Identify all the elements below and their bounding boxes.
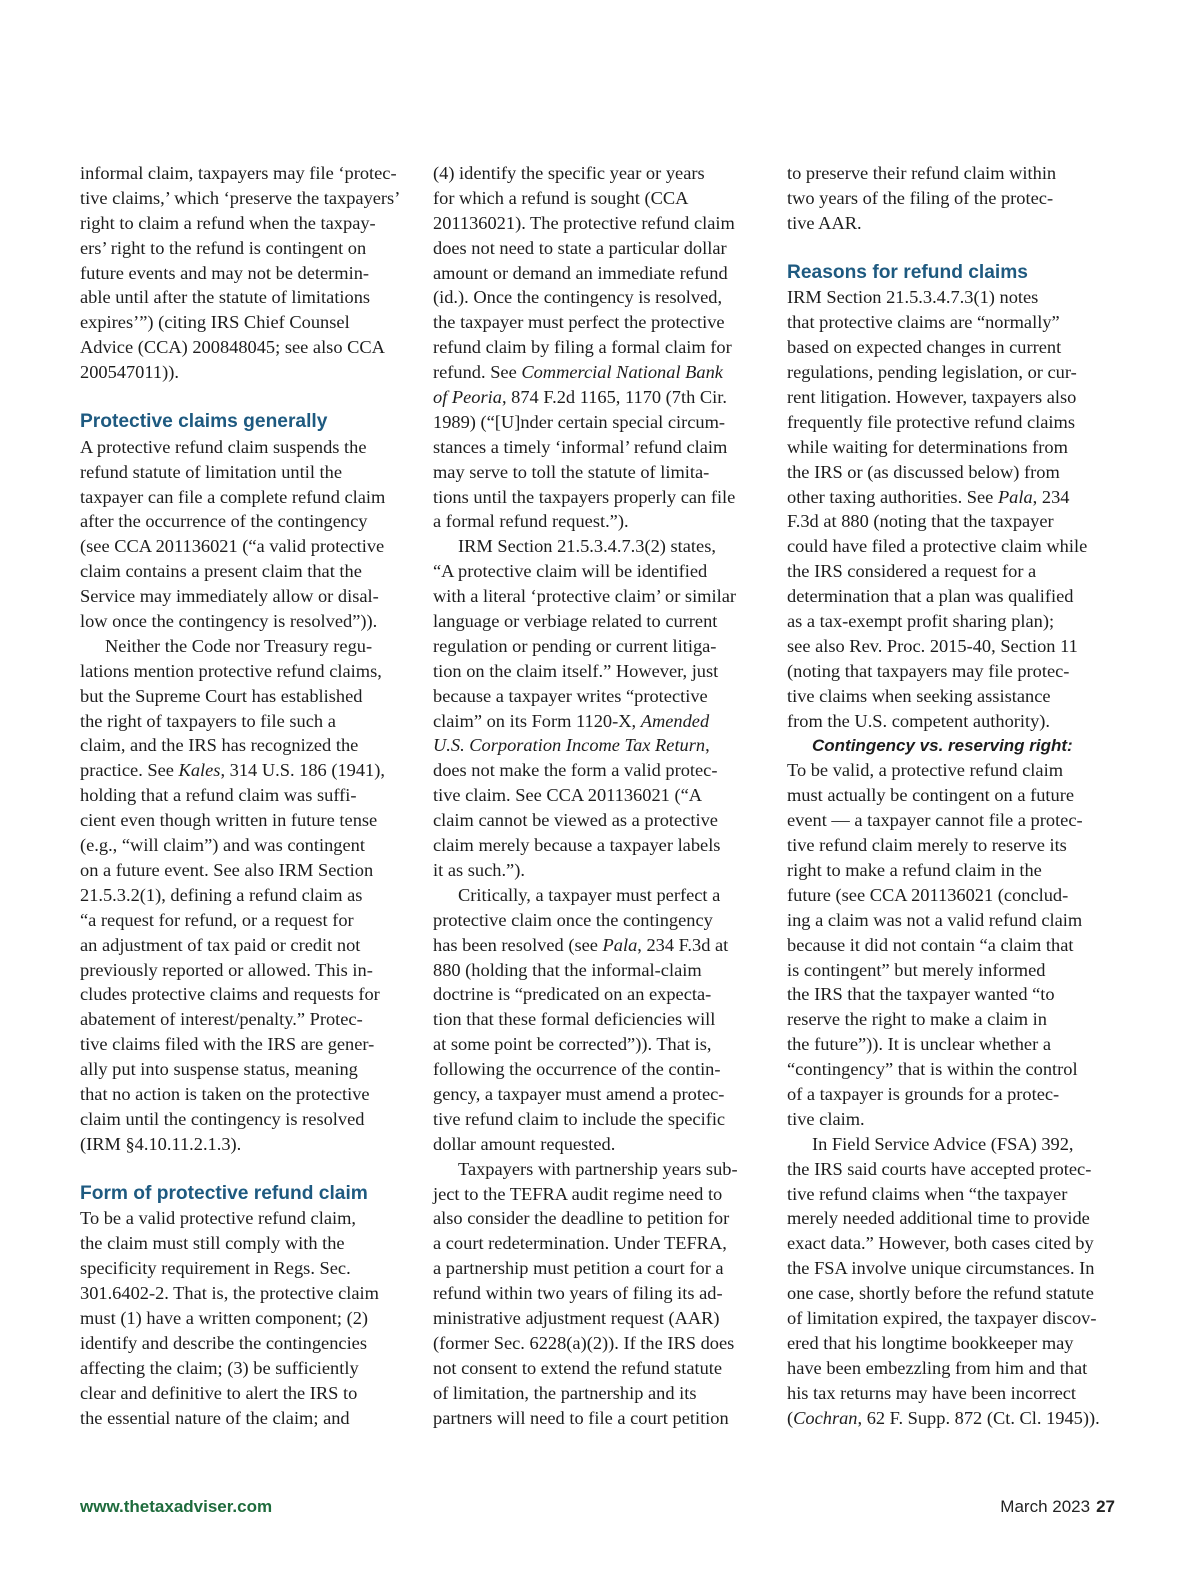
text-line: 301.6402-2. That is, the protective claim bbox=[80, 1283, 379, 1304]
text-line: language or verbiage related to current bbox=[433, 611, 718, 632]
text-line: not consent to extend the refund statute bbox=[433, 1357, 723, 1378]
text-segment: , 314 U.S. 186 (1941), bbox=[220, 760, 385, 781]
text-line: frequently file protective refund claims bbox=[787, 411, 1076, 432]
text-line: may serve to toll the statute of limita- bbox=[433, 461, 710, 482]
text-segment: ( bbox=[787, 1407, 794, 1428]
italic-citation: Commercial National Bank bbox=[521, 362, 723, 383]
text-line: could have filed a protective claim while bbox=[787, 536, 1088, 557]
text-line: it as such.”). bbox=[433, 859, 525, 880]
text-line: must actually be contingent on a future bbox=[787, 785, 1075, 806]
text-segment: refund. See bbox=[433, 362, 522, 383]
text-segment: has been resolved (see bbox=[433, 934, 603, 955]
text-line: stances a timely ‘informal’ refund claim bbox=[433, 436, 728, 457]
text-line: with a literal ‘protective claim’ or similar bbox=[433, 586, 736, 607]
text-segment: other taxing authorities. See bbox=[787, 486, 998, 507]
section-heading: Reasons for refund claims bbox=[787, 261, 1028, 283]
text-line: affecting the claim; (3) be sufficiently bbox=[80, 1357, 359, 1378]
text-line: clear and definitive to alert the IRS to bbox=[80, 1382, 358, 1403]
text-line: (4) identify the specific year or years bbox=[433, 163, 705, 183]
text-line: reserve the right to make a claim in bbox=[787, 1009, 1047, 1030]
section-heading: Form of protective refund claim bbox=[80, 1182, 368, 1204]
footer-website-url[interactable]: www.thetaxadviser.com bbox=[80, 1497, 273, 1516]
text-line: after the occurrence of the contingency bbox=[80, 511, 368, 532]
text-line: Service may immediately allow or disal- bbox=[80, 586, 379, 607]
text-line: 880 (holding that the informal-claim bbox=[433, 959, 702, 980]
text-line: partners will need to file a court petition bbox=[433, 1407, 729, 1428]
text-line: claim until the contingency is resolved bbox=[80, 1108, 365, 1129]
subheading-text: Contingency vs. reserving right: bbox=[812, 736, 1073, 756]
text-line: holding that a refund claim was suffi- bbox=[80, 785, 357, 806]
text-line: the essential nature of the claim; and bbox=[80, 1407, 350, 1428]
text-line: tion that these formal deficiencies will bbox=[433, 1009, 716, 1030]
text-line: the FSA involve unique circumstances. In bbox=[787, 1258, 1095, 1279]
text-line: cludes protective claims and requests for bbox=[80, 984, 380, 1005]
text-line: ing a claim was not a valid refund claim bbox=[787, 909, 1083, 930]
text-line: low once the contingency is resolved”)). bbox=[80, 611, 378, 632]
text-line: the taxpayer must perfect the protective bbox=[433, 312, 725, 333]
text-line bbox=[787, 1406, 1119, 1431]
text-line bbox=[787, 485, 1119, 510]
text-line: Neither the Code nor Treasury regu- bbox=[105, 635, 373, 656]
text-line: one case, shortly before the refund statute bbox=[787, 1283, 1094, 1304]
text-line: refund statute of limitation until the bbox=[80, 461, 343, 482]
text-line: tive claims,’ which ‘preserve the taxpayers’ bbox=[80, 187, 401, 208]
text-line: at some point be corrected”)). That is, bbox=[433, 1034, 712, 1055]
text-line: determination that a plan was qualified bbox=[787, 586, 1074, 607]
text-line: In Field Service Advice (FSA) 392, bbox=[812, 1133, 1074, 1154]
text-line: doctrine is “predicated on an expecta- bbox=[433, 984, 712, 1005]
text-line: the IRS that the taxpayer wanted “to bbox=[787, 984, 1055, 1005]
article-column-3 bbox=[787, 161, 1119, 1430]
text-line: tive AAR. bbox=[787, 212, 862, 233]
text-line: F.3d at 880 (noting that the taxpayer bbox=[787, 511, 1054, 532]
text-line: (IRM §4.10.11.2.1.3). bbox=[80, 1133, 242, 1154]
text-line: regulation or pending or current litiga- bbox=[433, 635, 717, 656]
text-line: that no action is taken on the protective bbox=[80, 1083, 370, 1104]
section-heading: Protective claims generally bbox=[80, 410, 328, 432]
text-line: also consider the deadline to petition for bbox=[433, 1208, 730, 1229]
text-line: 201136021). The protective refund claim bbox=[433, 212, 735, 233]
text-line: right to make a refund claim in the bbox=[787, 859, 1042, 880]
footer-date: March 2023 bbox=[1000, 1497, 1091, 1516]
italic-citation: Amended bbox=[640, 710, 710, 731]
text-line: claim cannot be viewed as a protective bbox=[433, 810, 718, 831]
text-line: 1989) (“[U]nder certain special circum- bbox=[433, 411, 726, 432]
text-line: lations mention protective refund claims, bbox=[80, 660, 382, 681]
text-line bbox=[433, 360, 765, 385]
text-line: ered that his longtime bookkeeper may bbox=[787, 1332, 1074, 1353]
text-line: does not make the form a valid protec- bbox=[433, 760, 718, 781]
text-line: that protective claims are “normally” bbox=[787, 312, 1060, 333]
text-line: To be a valid protective refund claim, bbox=[80, 1208, 356, 1229]
text-line: ject to the TEFRA audit regime need to bbox=[433, 1183, 723, 1204]
text-line: of limitation, the partnership and its bbox=[433, 1382, 697, 1403]
article-column-2 bbox=[433, 161, 765, 1430]
text-line: merely needed additional time to provide bbox=[787, 1208, 1090, 1229]
text-line: refund claim by filing a formal claim for bbox=[433, 337, 732, 358]
text-line: the right of taxpayers to file such a bbox=[80, 710, 336, 731]
text-line: right to claim a refund when the taxpay- bbox=[80, 212, 376, 233]
text-line: regulations, pending legislation, or cur- bbox=[787, 362, 1077, 383]
text-line: the IRS or (as discussed below) from bbox=[787, 461, 1060, 482]
text-line: tive claims filed with the IRS are gener- bbox=[80, 1034, 375, 1055]
text-line: is contingent” but merely informed bbox=[787, 959, 1046, 980]
text-line: see also Rev. Proc. 2015-40, Section 11 bbox=[787, 635, 1078, 656]
text-line bbox=[433, 709, 765, 734]
text-line: tive claim. See CCA 201136021 (“A bbox=[433, 785, 703, 806]
text-line: Advice (CCA) 200848045; see also CCA bbox=[80, 337, 385, 358]
article-column-1 bbox=[80, 161, 412, 1430]
text-line: future events and may not be determin- bbox=[80, 262, 370, 283]
text-line: a partnership must petition a court for a bbox=[433, 1258, 724, 1279]
text-line: claim contains a present claim that the bbox=[80, 561, 362, 582]
text-line: amount or demand an immediate refund bbox=[433, 262, 728, 283]
text-segment: , 62 F. Supp. 872 (Ct. Cl. 1945)). bbox=[857, 1407, 1100, 1428]
text-line: ally put into suspense status, meaning bbox=[80, 1059, 358, 1080]
text-segment: claim” on its Form 1120-X, bbox=[433, 710, 641, 731]
text-line: 21.5.3.2(1), defining a refund claim as bbox=[80, 884, 363, 905]
text-line: the IRS said courts have accepted protec- bbox=[787, 1158, 1092, 1179]
text-line: gency, a taxpayer must amend a protec- bbox=[433, 1083, 725, 1104]
page-number: 27 bbox=[1096, 1497, 1115, 1516]
text-line: the claim must still comply with the bbox=[80, 1233, 345, 1254]
text-line: rent litigation. However, taxpayers also bbox=[787, 387, 1077, 408]
text-line: ers’ right to the refund is contingent on bbox=[80, 237, 367, 258]
text-line: a formal refund request.”). bbox=[433, 511, 629, 532]
text-line: a court redetermination. Under TEFRA, bbox=[433, 1233, 727, 1254]
text-line: on a future event. See also IRM Section bbox=[80, 859, 374, 880]
italic-citation: Kales bbox=[178, 760, 221, 781]
italic-citation: U.S. Corporation Income Tax Return bbox=[433, 735, 706, 756]
text-line bbox=[433, 385, 765, 410]
text-line: future (see CCA 201136021 (conclud- bbox=[787, 884, 1069, 905]
text-line: based on expected changes in current bbox=[787, 337, 1062, 358]
text-segment: , bbox=[705, 735, 710, 756]
text-line: tive refund claims when “the taxpayer bbox=[787, 1183, 1068, 1204]
text-line: tive refund claim merely to reserve its bbox=[787, 835, 1067, 856]
italic-citation: Pala bbox=[602, 934, 638, 955]
text-line: exact data.” However, both cases cited by bbox=[787, 1233, 1094, 1254]
text-line: the future”)). It is unclear whether a bbox=[787, 1034, 1051, 1055]
text-line: IRM Section 21.5.3.4.7.3(1) notes bbox=[787, 287, 1039, 308]
text-line: “A protective claim will be identified bbox=[433, 561, 708, 582]
text-line bbox=[433, 733, 765, 758]
text-line: but the Supreme Court has established bbox=[80, 685, 363, 706]
text-line: his tax returns may have been incorrect bbox=[787, 1382, 1077, 1403]
text-line: dollar amount requested. bbox=[433, 1133, 616, 1154]
text-line: (id.). Once the contingency is resolved, bbox=[433, 287, 723, 308]
text-line: claim, and the IRS has recognized the bbox=[80, 735, 359, 756]
text-line: previously reported or allowed. This in- bbox=[80, 959, 373, 980]
text-line: because a taxpayer writes “protective bbox=[433, 685, 708, 706]
run-in-subheading bbox=[787, 733, 1119, 758]
text-line: A protective refund claim suspends the bbox=[80, 436, 367, 457]
text-line: as a tax-exempt profit sharing plan); bbox=[787, 611, 1055, 632]
italic-citation: of Peoria bbox=[433, 387, 502, 408]
text-line: tive claim. bbox=[787, 1108, 865, 1129]
text-line: (see CCA 201136021 (“a valid protective bbox=[80, 536, 385, 557]
text-line: of limitation expired, the taxpayer discov- bbox=[787, 1307, 1097, 1328]
text-line bbox=[80, 758, 412, 783]
section-spacer bbox=[80, 1157, 412, 1182]
section-spacer bbox=[80, 385, 412, 410]
text-line: able until after the statute of limitations bbox=[80, 287, 371, 308]
text-line: refund within two years of filing its ad- bbox=[433, 1283, 723, 1304]
text-line: tions until the taxpayers properly can file bbox=[433, 486, 736, 507]
text-line: event — a taxpayer cannot file a protec- bbox=[787, 810, 1083, 831]
footer-issue bbox=[1000, 1497, 1115, 1517]
text-line: protective claim once the contingency bbox=[433, 909, 713, 930]
text-line: claim merely because a taxpayer labels bbox=[433, 835, 721, 856]
text-segment: , 874 F.2d 1165, 1170 (7th Cir. bbox=[501, 387, 727, 408]
text-line: tive claims when seeking assistance bbox=[787, 685, 1051, 706]
text-line: to preserve their refund claim within bbox=[787, 163, 1057, 183]
text-line: an adjustment of tax paid or credit not bbox=[80, 934, 361, 955]
text-line: informal claim, taxpayers may file ‘protec- bbox=[80, 163, 397, 183]
text-line: expires’”) (citing IRS Chief Counsel bbox=[80, 312, 350, 333]
text-line: the IRS considered a request for a bbox=[787, 561, 1037, 582]
text-line: have been embezzling from him and that bbox=[787, 1357, 1088, 1378]
text-line: “contingency” that is within the control bbox=[787, 1059, 1078, 1080]
text-line: must (1) have a written component; (2) bbox=[80, 1307, 369, 1328]
text-line: specificity requirement in Regs. Sec. bbox=[80, 1258, 351, 1279]
text-line: Taxpayers with partnership years sub- bbox=[458, 1158, 738, 1179]
text-line: tive refund claim to include the specific bbox=[433, 1108, 726, 1129]
text-line: for which a refund is sought (CCA bbox=[433, 187, 689, 208]
text-segment: , 234 bbox=[1032, 486, 1070, 507]
italic-citation: Cochran bbox=[793, 1407, 858, 1428]
text-line bbox=[433, 933, 765, 958]
text-line: of a taxpayer is grounds for a protec- bbox=[787, 1083, 1060, 1104]
text-line: ministrative adjustment request (AAR) bbox=[433, 1307, 720, 1328]
text-line: tion on the claim itself.” However, just bbox=[433, 660, 719, 681]
text-segment: , 234 F.3d at bbox=[637, 934, 729, 955]
text-line: (e.g., “will claim”) and was contingent bbox=[80, 835, 365, 856]
text-line: (noting that taxpayers may file protec- bbox=[787, 660, 1070, 681]
text-line: from the U.S. competent authority). bbox=[787, 710, 1051, 731]
text-line: To be valid, a protective refund claim bbox=[787, 760, 1063, 781]
text-line: abatement of interest/penalty.” Protec- bbox=[80, 1009, 363, 1030]
text-line: while waiting for determinations from bbox=[787, 436, 1068, 457]
text-line: identify and describe the contingencies bbox=[80, 1332, 367, 1353]
text-line: following the occurrence of the contin- bbox=[433, 1059, 721, 1080]
text-line: Critically, a taxpayer must perfect a bbox=[458, 884, 721, 905]
text-line: “a request for refund, or a request for bbox=[80, 909, 354, 930]
text-line: does not need to state a particular dollar bbox=[433, 237, 727, 258]
italic-citation: Pala bbox=[997, 486, 1033, 507]
text-line: 200547011)). bbox=[80, 362, 179, 383]
text-line: (former Sec. 6228(a)(2)). If the IRS does bbox=[433, 1332, 735, 1353]
text-line: two years of the filing of the protec- bbox=[787, 187, 1054, 208]
text-line: because it did not contain “a claim that bbox=[787, 934, 1074, 955]
text-line: cient even though written in future tense bbox=[80, 810, 378, 831]
text-line: taxpayer can file a complete refund claim bbox=[80, 486, 386, 507]
text-line: IRM Section 21.5.3.4.7.3(2) states, bbox=[458, 536, 716, 557]
section-spacer bbox=[787, 236, 1119, 261]
text-segment: practice. See bbox=[80, 760, 179, 781]
